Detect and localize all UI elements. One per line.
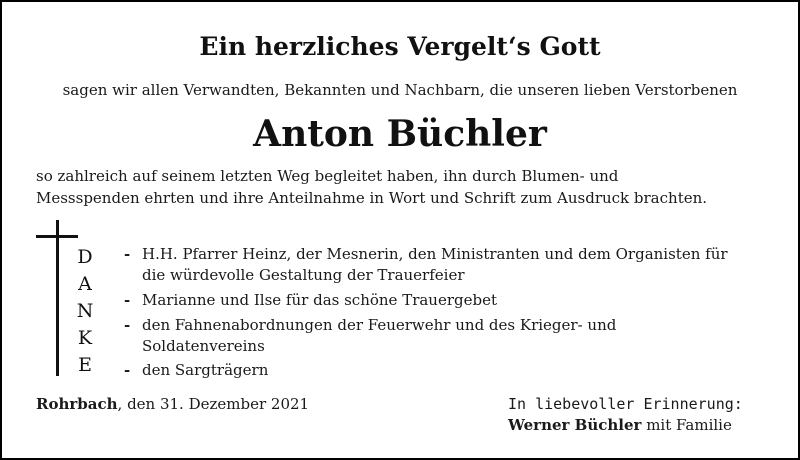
thanks-item-line: H.H. Pfarrer Heinz, der Mesnerin, den Ministranten und dem Organisten für <box>142 245 728 263</box>
place-date <box>36 395 309 413</box>
thanks-item-line: die würdevolle Gestaltung der Trauerfeier <box>142 266 465 284</box>
thanks-item-line: den Fahnenabordnungen der Feuerwehr und des Krieger- und <box>142 316 617 334</box>
signer-suffix: mit Familie <box>641 416 732 434</box>
list-dash: - <box>124 361 131 379</box>
thanks-item-line: Marianne und Ilse für das schöne Trauergebet <box>142 291 498 309</box>
signer-line <box>508 416 732 434</box>
danke-letter: E <box>78 354 92 376</box>
intro-text: sagen wir allen Verwandten, Bekannten und Nachbarn, die unseren lieben Verstorbenen <box>62 81 738 99</box>
notice-heading: Ein herzliches Vergelt‘s Gott <box>199 32 601 61</box>
deceased-name: Anton Büchler <box>253 113 547 155</box>
signer-name: Werner Büchler <box>508 416 642 434</box>
list-dash: - <box>124 291 131 309</box>
danke-letter: A <box>78 273 92 295</box>
body-text-line: Messspenden ehrten und ihre Anteilnahme in Wort und Schrift zum Ausdruck brachten. <box>36 189 708 207</box>
remembrance-line: In liebevoller Erinnerung: <box>508 395 743 413</box>
cross-icon-horizontal-bar <box>36 235 78 238</box>
list-dash: - <box>124 316 131 334</box>
place-name: Rohrbach <box>36 395 118 413</box>
thanks-item-line: Soldatenvereins <box>142 337 265 355</box>
danke-letter: N <box>76 300 94 322</box>
danke-letter: D <box>77 246 93 268</box>
danke-letter: K <box>77 327 93 349</box>
body-text-line: so zahlreich auf seinem letzten Weg begleitet haben, ihn durch Blumen- und <box>36 167 619 185</box>
date-text: , den 31. Dezember 2021 <box>117 395 310 413</box>
thanks-item-line: den Sargträgern <box>142 361 269 379</box>
list-dash: - <box>124 245 131 263</box>
cross-icon-vertical-bar <box>56 220 59 376</box>
